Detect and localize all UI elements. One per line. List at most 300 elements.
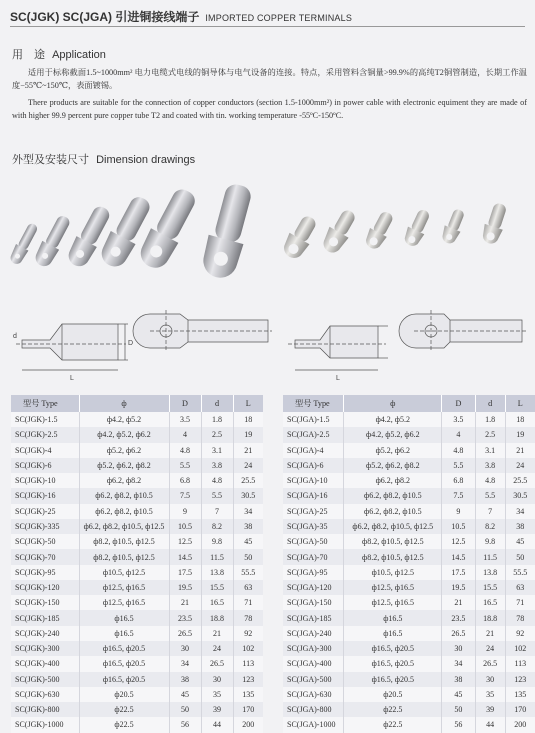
jgk-d-inner-cell: 30	[201, 672, 233, 687]
jgk-phi-cell: ф8.2, ф10.5, ф12.5	[79, 534, 169, 549]
jgk-phi-cell: ф16.5, ф20.5	[79, 656, 169, 671]
jgk-table-row	[11, 656, 263, 671]
jga-l-cell: 50	[505, 549, 535, 564]
jgk-table-row	[11, 626, 263, 641]
jga-d-inner-cell: 7	[475, 504, 505, 519]
jgk-label-d-lower: d	[13, 333, 17, 340]
jgk-phi-cell: ф6.2, ф8.2	[79, 473, 169, 488]
jga-l-cell: 55.5	[505, 565, 535, 580]
application-text-cn: 适用于标称截面1.5~1000mm² 电力电缆式电线的铜导体与电气设备的连接。特点，采用管料含铜量>99.9%的高纯T2铜管制造，长期工作温度−55℃~150℃，表面镀锡。	[12, 68, 527, 90]
jgk-type-cell: SC(JGK)-500	[11, 672, 79, 687]
jgk-table-row	[11, 504, 263, 519]
jgk-table-row	[11, 443, 263, 458]
jgk-table-header-row	[11, 395, 263, 412]
jgk-type-cell: SC(JGK)-800	[11, 702, 79, 717]
jgk-table-row	[11, 687, 263, 702]
jga-type-cell: SC(JGA)-185	[283, 610, 344, 625]
jgk-phi-cell: ф22.5	[79, 717, 169, 732]
jga-table-row	[283, 473, 535, 488]
jgk-d-outer-cell: 4.8	[169, 443, 201, 458]
jgk-l-cell: 135	[233, 687, 263, 702]
jga-d-outer-cell: 10.5	[442, 519, 475, 534]
jgk-table-row	[11, 519, 263, 534]
jgk-label-d-upper: D	[128, 340, 134, 347]
jgk-side-view-drawing	[16, 324, 128, 370]
jga-type-cell: SC(JGA)-4	[283, 443, 344, 458]
jga-spec-table-wrap	[283, 395, 535, 733]
jga-type-cell: SC(JGA)-10	[283, 473, 344, 488]
jga-type-cell: SC(JGA)-800	[283, 702, 344, 717]
jga-phi-cell: ф10.5, ф12.5	[344, 565, 442, 580]
jga-l-cell: 113	[505, 656, 535, 671]
jgk-type-cell: SC(JGK)-185	[11, 610, 79, 625]
jga-d-outer-cell: 4.8	[442, 443, 475, 458]
page-header	[0, 0, 535, 30]
jga-d-inner-cell: 3.1	[475, 443, 505, 458]
jga-table-row	[283, 656, 535, 671]
jgk-d-outer-cell: 6.8	[169, 473, 201, 488]
jga-terminal-photo-6	[479, 201, 510, 246]
jga-d-inner-cell: 35	[475, 687, 505, 702]
jgk-d-outer-cell: 45	[169, 687, 201, 702]
jga-l-cell: 45	[505, 534, 535, 549]
jgk-l-cell: 113	[233, 656, 263, 671]
jga-d-inner-cell: 11.5	[475, 549, 505, 564]
jgk-d-outer-cell: 14.5	[169, 549, 201, 564]
jgk-l-cell: 102	[233, 641, 263, 656]
jga-type-cell: SC(JGA)-16	[283, 488, 344, 503]
jgk-table-row	[11, 427, 263, 442]
jgk-phi-cell: ф16.5, ф20.5	[79, 672, 169, 687]
jga-phi-cell: ф8.2, ф10.5, ф12.5	[344, 549, 442, 564]
jga-d-inner-cell: 3.8	[475, 458, 505, 473]
jgk-type-cell: SC(JGK)-2.5	[11, 427, 79, 442]
jga-l-cell: 135	[505, 687, 535, 702]
application-heading-en: Application	[52, 49, 106, 61]
jga-phi-cell: ф6.2, ф8.2	[344, 473, 442, 488]
jgk-d-inner-cell: 7	[201, 504, 233, 519]
jgk-table-row	[11, 534, 263, 549]
dimension-drawings	[0, 300, 535, 385]
jgk-type-cell: SC(JGK)-70	[11, 549, 79, 564]
jgk-type-cell: SC(JGK)-120	[11, 580, 79, 595]
jga-l-cell: 21	[505, 443, 535, 458]
jgk-phi-cell: ф6.2, ф8.2, ф10.5, ф12.5	[79, 519, 169, 534]
jga-d-inner-cell: 13.8	[475, 565, 505, 580]
jga-phi-cell: ф20.5	[344, 687, 442, 702]
jga-table-row	[283, 519, 535, 534]
jgk-l-cell: 19	[233, 427, 263, 442]
jga-table-body	[283, 412, 535, 733]
jga-spec-table	[283, 395, 535, 733]
jga-d-outer-cell: 17.5	[442, 565, 475, 580]
jga-d-inner-cell: 39	[475, 702, 505, 717]
jga-table-row	[283, 595, 535, 610]
jga-l-cell: 200	[505, 717, 535, 732]
jgk-phi-cell: ф20.5	[79, 687, 169, 702]
jgk-l-cell: 55.5	[233, 565, 263, 580]
jga-terminal-photo-2	[319, 206, 361, 257]
jgk-table-body	[11, 412, 263, 733]
jga-table-row	[283, 702, 535, 717]
jgk-type-cell: SC(JGK)-240	[11, 626, 79, 641]
jga-d-outer-cell: 4	[442, 427, 475, 442]
jga-type-cell: SC(JGA)-50	[283, 534, 344, 549]
jga-d-inner-cell: 44	[475, 717, 505, 732]
jgk-table-row	[11, 412, 263, 427]
jgk-col-d-outer: D	[169, 395, 201, 412]
jgk-phi-cell: ф4.2, ф5.2, ф6.2	[79, 427, 169, 442]
page-title-cn: SC(JGK) SC(JGA) 引进铜接线端子	[10, 10, 200, 24]
dimension-heading-cn: 外型及安装尺寸	[12, 154, 89, 166]
jgk-l-cell: 63	[233, 580, 263, 595]
jga-table-row	[283, 687, 535, 702]
jga-d-outer-cell: 7.5	[442, 488, 475, 503]
jgk-table-row	[11, 702, 263, 717]
jgk-l-cell: 92	[233, 626, 263, 641]
jgk-d-outer-cell: 10.5	[169, 519, 201, 534]
jga-table-row	[283, 549, 535, 564]
jgk-d-inner-cell: 13.8	[201, 565, 233, 580]
jgk-col-d-inner: d	[201, 395, 233, 412]
jga-col-type: 型号 Type	[283, 395, 344, 412]
jga-d-outer-cell: 6.8	[442, 473, 475, 488]
jgk-phi-cell: ф5.2, ф6.2	[79, 443, 169, 458]
jga-table-row	[283, 534, 535, 549]
jga-type-cell: SC(JGA)-2.5	[283, 427, 344, 442]
jga-table-row	[283, 504, 535, 519]
jgk-d-outer-cell: 5.5	[169, 458, 201, 473]
jga-d-outer-cell: 3.5	[442, 412, 475, 427]
dimension-heading-en: Dimension drawings	[96, 154, 196, 166]
jga-l-cell: 92	[505, 626, 535, 641]
jga-terminal-photo-3	[362, 209, 397, 253]
jgk-d-inner-cell: 3.8	[201, 458, 233, 473]
jga-l-cell: 123	[505, 672, 535, 687]
jgk-table-row	[11, 641, 263, 656]
jga-d-outer-cell: 14.5	[442, 549, 475, 564]
jga-d-inner-cell: 4.8	[475, 473, 505, 488]
jga-col-d-inner: d	[475, 395, 505, 412]
jga-type-cell: SC(JGA)-400	[283, 656, 344, 671]
jgk-table-row	[11, 580, 263, 595]
jgk-type-cell: SC(JGK)-50	[11, 534, 79, 549]
jga-type-cell: SC(JGA)-500	[283, 672, 344, 687]
jgk-type-cell: SC(JGK)-300	[11, 641, 79, 656]
jga-phi-cell: ф5.2, ф6.2	[344, 443, 442, 458]
jga-l-cell: 63	[505, 580, 535, 595]
jgk-type-cell: SC(JGK)-25	[11, 504, 79, 519]
jga-phi-cell: ф12.5, ф16.5	[344, 580, 442, 595]
jgk-d-outer-cell: 19.5	[169, 580, 201, 595]
jga-type-cell: SC(JGA)-35	[283, 519, 344, 534]
jga-col-l: L	[505, 395, 535, 412]
jga-d-outer-cell: 21	[442, 595, 475, 610]
jga-type-cell: SC(JGA)-6	[283, 458, 344, 473]
jgk-phi-cell: ф10.5, ф12.5	[79, 565, 169, 580]
jga-d-inner-cell: 15.5	[475, 580, 505, 595]
jga-l-cell: 30.5	[505, 488, 535, 503]
jga-d-inner-cell: 16.5	[475, 595, 505, 610]
jgk-col-l: L	[233, 395, 263, 412]
jga-phi-cell: ф12.5, ф16.5	[344, 595, 442, 610]
jga-table-row	[283, 565, 535, 580]
dimension-heading	[12, 151, 195, 167]
jgk-table-row	[11, 473, 263, 488]
jga-d-outer-cell: 38	[442, 672, 475, 687]
jgk-phi-cell: ф5.2, ф6.2, ф8.2	[79, 458, 169, 473]
jgk-l-cell: 21	[233, 443, 263, 458]
jgk-l-cell: 38	[233, 519, 263, 534]
jgk-phi-cell: ф4.2, ф5.2	[79, 412, 169, 427]
jgk-phi-cell: ф12.5, ф16.5	[79, 595, 169, 610]
jgk-type-cell: SC(JGK)-150	[11, 595, 79, 610]
jga-d-inner-cell: 26.5	[475, 656, 505, 671]
jgk-spec-table	[11, 395, 263, 733]
jga-type-cell: SC(JGA)-240	[283, 626, 344, 641]
jgk-d-inner-cell: 4.8	[201, 473, 233, 488]
jga-phi-cell: ф16.5	[344, 626, 442, 641]
jga-d-outer-cell: 26.5	[442, 626, 475, 641]
jgk-d-inner-cell: 5.5	[201, 488, 233, 503]
jga-l-cell: 102	[505, 641, 535, 656]
jgk-l-cell: 30.5	[233, 488, 263, 503]
page-title	[10, 8, 352, 25]
jga-table-row	[283, 580, 535, 595]
jga-d-outer-cell: 23.5	[442, 610, 475, 625]
jga-type-cell: SC(JGA)-1.5	[283, 412, 344, 427]
jga-terminal-photo-4	[401, 207, 433, 249]
jga-d-inner-cell: 8.2	[475, 519, 505, 534]
jga-type-cell: SC(JGA)-70	[283, 549, 344, 564]
jgk-d-inner-cell: 21	[201, 626, 233, 641]
jgk-l-cell: 123	[233, 672, 263, 687]
jgk-type-cell: SC(JGK)-95	[11, 565, 79, 580]
jgk-d-inner-cell: 9.8	[201, 534, 233, 549]
jgk-type-cell: SC(JGK)-1000	[11, 717, 79, 732]
jgk-l-cell: 50	[233, 549, 263, 564]
jgk-l-cell: 200	[233, 717, 263, 732]
jga-d-inner-cell: 2.5	[475, 427, 505, 442]
jgk-d-outer-cell: 12.5	[169, 534, 201, 549]
jga-l-cell: 34	[505, 504, 535, 519]
jga-d-outer-cell: 5.5	[442, 458, 475, 473]
jgk-d-inner-cell: 11.5	[201, 549, 233, 564]
jga-d-outer-cell: 45	[442, 687, 475, 702]
jga-d-outer-cell: 34	[442, 656, 475, 671]
jga-l-cell: 24	[505, 458, 535, 473]
jga-d-outer-cell: 12.5	[442, 534, 475, 549]
jgk-d-inner-cell: 15.5	[201, 580, 233, 595]
jgk-l-cell: 78	[233, 610, 263, 625]
jgk-l-cell: 34	[233, 504, 263, 519]
jgk-phi-cell: ф6.2, ф8.2, ф10.5	[79, 504, 169, 519]
jgk-type-cell: SC(JGK)-1.5	[11, 412, 79, 427]
jga-phi-cell: ф16.5, ф20.5	[344, 656, 442, 671]
jgk-l-cell: 71	[233, 595, 263, 610]
jga-type-cell: SC(JGA)-95	[283, 565, 344, 580]
terminal-photos	[0, 172, 535, 287]
jgk-d-outer-cell: 50	[169, 702, 201, 717]
jgk-table-row	[11, 565, 263, 580]
jgk-d-inner-cell: 44	[201, 717, 233, 732]
jgk-d-outer-cell: 26.5	[169, 626, 201, 641]
jga-l-cell: 71	[505, 595, 535, 610]
jga-d-outer-cell: 50	[442, 702, 475, 717]
jgk-d-inner-cell: 35	[201, 687, 233, 702]
jgk-d-inner-cell: 1.8	[201, 412, 233, 427]
jgk-d-outer-cell: 23.5	[169, 610, 201, 625]
jga-phi-cell: ф4.2, ф5.2, ф6.2	[344, 427, 442, 442]
jgk-terminal-photo-2	[32, 213, 74, 270]
jga-d-inner-cell: 21	[475, 626, 505, 641]
jga-table-row	[283, 626, 535, 641]
jga-table-row	[283, 488, 535, 503]
jga-side-view-drawing	[288, 326, 388, 370]
jgk-type-cell: SC(JGK)-16	[11, 488, 79, 503]
jga-table-row	[283, 641, 535, 656]
jga-type-cell: SC(JGA)-120	[283, 580, 344, 595]
jga-d-inner-cell: 5.5	[475, 488, 505, 503]
jgk-l-cell: 45	[233, 534, 263, 549]
jgk-table-row	[11, 610, 263, 625]
jgk-d-inner-cell: 3.1	[201, 443, 233, 458]
jgk-d-outer-cell: 4	[169, 427, 201, 442]
page-subtitle: IMPORTED COPPER TERMINALS	[205, 13, 353, 23]
jga-col-d-outer: D	[442, 395, 475, 412]
application-heading	[12, 46, 106, 62]
application-heading-cn: 用 途	[12, 49, 45, 61]
jga-phi-cell: ф8.2, ф10.5, ф12.5	[344, 534, 442, 549]
jgk-d-inner-cell: 18.8	[201, 610, 233, 625]
jgk-phi-cell: ф16.5	[79, 626, 169, 641]
jgk-table-row	[11, 549, 263, 564]
jgk-l-cell: 170	[233, 702, 263, 717]
jga-d-inner-cell: 30	[475, 672, 505, 687]
jga-phi-cell: ф22.5	[344, 702, 442, 717]
jga-phi-cell: ф6.2, ф8.2, ф10.5, ф12.5	[344, 519, 442, 534]
jgk-label-l: L	[70, 375, 74, 382]
jga-table-row	[283, 717, 535, 732]
jgk-phi-cell: ф12.5, ф16.5	[79, 580, 169, 595]
jga-table-row	[283, 412, 535, 427]
jga-phi-cell: ф6.2, ф8.2, ф10.5	[344, 488, 442, 503]
jga-phi-cell: ф16.5, ф20.5	[344, 641, 442, 656]
jgk-type-cell: SC(JGK)-6	[11, 458, 79, 473]
jga-type-cell: SC(JGA)-630	[283, 687, 344, 702]
jgk-terminal-photo-1	[8, 221, 41, 266]
jga-d-outer-cell: 9	[442, 504, 475, 519]
jgk-col-type: 型号 Type	[11, 395, 79, 412]
jgk-table-row	[11, 672, 263, 687]
jga-table-row	[283, 672, 535, 687]
jga-type-cell: SC(JGA)-1000	[283, 717, 344, 732]
jgk-table-row	[11, 595, 263, 610]
jgk-d-inner-cell: 39	[201, 702, 233, 717]
jgk-d-outer-cell: 34	[169, 656, 201, 671]
jgk-l-cell: 24	[233, 458, 263, 473]
jga-l-cell: 19	[505, 427, 535, 442]
jga-table-row	[283, 610, 535, 625]
jgk-type-cell: SC(JGK)-4	[11, 443, 79, 458]
jgk-d-outer-cell: 7.5	[169, 488, 201, 503]
jgk-phi-cell: ф16.5, ф20.5	[79, 641, 169, 656]
jgk-l-cell: 25.5	[233, 473, 263, 488]
jgk-l-cell: 18	[233, 412, 263, 427]
jga-d-inner-cell: 1.8	[475, 412, 505, 427]
jga-d-inner-cell: 18.8	[475, 610, 505, 625]
jgk-d-inner-cell: 8.2	[201, 519, 233, 534]
jga-phi-cell: ф16.5, ф20.5	[344, 672, 442, 687]
jgk-spec-table-wrap	[11, 395, 263, 733]
jgk-d-outer-cell: 38	[169, 672, 201, 687]
jga-phi-cell: ф16.5	[344, 610, 442, 625]
jgk-table-row	[11, 458, 263, 473]
jgk-phi-cell: ф16.5	[79, 610, 169, 625]
jgk-phi-cell: ф22.5	[79, 702, 169, 717]
jga-table-header-row	[283, 395, 535, 412]
jga-table-row	[283, 427, 535, 442]
jgk-top-view-drawing	[133, 310, 272, 352]
jga-col-phi: ф	[344, 395, 442, 412]
jga-l-cell: 38	[505, 519, 535, 534]
jgk-phi-cell: ф6.2, ф8.2, ф10.5	[79, 488, 169, 503]
jgk-col-phi: ф	[79, 395, 169, 412]
jga-phi-cell: ф4.2, ф5.2	[344, 412, 442, 427]
jgk-table-row	[11, 488, 263, 503]
jgk-d-inner-cell: 26.5	[201, 656, 233, 671]
jga-type-cell: SC(JGA)-150	[283, 595, 344, 610]
jgk-d-outer-cell: 9	[169, 504, 201, 519]
jgk-type-cell: SC(JGK)-10	[11, 473, 79, 488]
jga-phi-cell: ф6.2, ф8.2, ф10.5	[344, 504, 442, 519]
jgk-type-cell: SC(JGK)-400	[11, 656, 79, 671]
jgk-d-inner-cell: 16.5	[201, 595, 233, 610]
jga-label-l: L	[336, 375, 340, 382]
jga-terminal-photo-5	[439, 207, 468, 246]
jga-table-row	[283, 443, 535, 458]
jga-d-outer-cell: 56	[442, 717, 475, 732]
jga-top-view-drawing	[399, 310, 528, 352]
jgk-d-outer-cell: 17.5	[169, 565, 201, 580]
jgk-d-inner-cell: 2.5	[201, 427, 233, 442]
jga-d-outer-cell: 30	[442, 641, 475, 656]
jga-phi-cell: ф22.5	[344, 717, 442, 732]
jgk-d-inner-cell: 24	[201, 641, 233, 656]
jgk-terminal-photo-5	[135, 184, 202, 273]
jga-d-inner-cell: 24	[475, 641, 505, 656]
jga-l-cell: 18	[505, 412, 535, 427]
jgk-type-cell: SC(JGK)-630	[11, 687, 79, 702]
jgk-table-row	[11, 717, 263, 732]
jga-l-cell: 25.5	[505, 473, 535, 488]
jgk-terminal-photo-6	[199, 181, 258, 282]
jgk-d-outer-cell: 30	[169, 641, 201, 656]
jga-type-cell: SC(JGA)-300	[283, 641, 344, 656]
jga-l-cell: 78	[505, 610, 535, 625]
jga-type-cell: SC(JGA)-25	[283, 504, 344, 519]
jga-d-outer-cell: 19.5	[442, 580, 475, 595]
header-divider	[10, 26, 525, 27]
jga-terminal-photo-1	[279, 212, 321, 262]
jga-l-cell: 170	[505, 702, 535, 717]
jga-table-row	[283, 458, 535, 473]
jgk-d-outer-cell: 21	[169, 595, 201, 610]
jgk-d-outer-cell: 3.5	[169, 412, 201, 427]
jga-phi-cell: ф5.2, ф6.2, ф8.2	[344, 458, 442, 473]
jga-d-inner-cell: 9.8	[475, 534, 505, 549]
application-text-en: There products are suitable for the connection of copper conductors (section 1.5-1000mm²) in power cable with electronic equiment they are made of with higher 99.9 percent pure copper tube T2 and coated with tin. working temperature -55ºC-150ºC.	[12, 98, 527, 120]
